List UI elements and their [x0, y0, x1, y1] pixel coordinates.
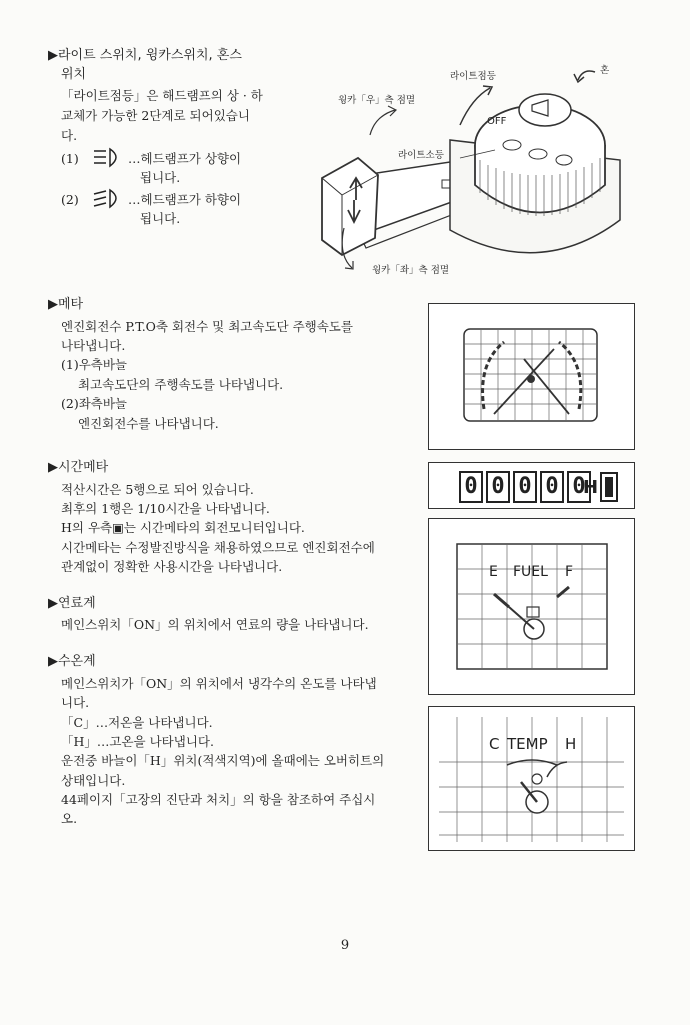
temp-line-7: 44페이지「고장의 진단과 처치」의 항을 참조하여 주십시: [61, 792, 376, 807]
item-1-num: (1): [61, 151, 79, 166]
temp-gauge-figure: [428, 706, 635, 851]
hour-meter-h: H: [583, 477, 599, 498]
temp-label: TEMP: [507, 735, 548, 753]
digit: 0: [486, 471, 510, 503]
fuel-line-1: 메인스위치「ON」의 위치에서 연료의 량을 나타냅니다.: [61, 617, 369, 632]
hour-line-1: 적산시간은 5행으로 되어 있습니다.: [61, 482, 254, 497]
meter-line-5: (2)좌측바늘: [61, 396, 128, 411]
temp-line-1: 메인스위치가「ON」의 위치에서 냉각수의 온도를 나타냅: [61, 676, 377, 691]
digit: 0: [540, 471, 564, 503]
meter-line-1: 엔진회전수 P.T.O축 회전수 및 최고속도단 주행속도를: [61, 319, 353, 334]
meter-heading: ▶메타: [48, 297, 84, 312]
light-switch-diagram: [300, 50, 630, 280]
label-wink-right: 윙카「우」측 점멸: [338, 95, 416, 106]
item-1-text2: 됩니다.: [140, 170, 181, 185]
temp-heading: ▶수온계: [48, 654, 96, 669]
label-horn: 혼: [600, 65, 610, 76]
fuel-gauge-figure: [428, 518, 635, 695]
meter-line-6: 엔진회전수를 나타냅니다.: [78, 416, 219, 431]
label-light-on: 라이트점등: [450, 71, 496, 82]
digit: 0: [567, 471, 591, 503]
label-off: OFF: [487, 116, 507, 127]
item-2-num: (2): [61, 192, 79, 207]
hour-meter-figure: [428, 462, 635, 509]
item-2-text: …헤드램프가 하향이: [128, 192, 242, 207]
temp-line-4: 「H」…고온을 나타냅니다.: [61, 734, 214, 749]
rotation-monitor: [600, 472, 618, 502]
hour-heading: ▶시간메타: [48, 460, 109, 475]
fuel-e-label: E: [489, 564, 498, 580]
switch-desc-2: 교체가 가능한 2단계로 되어있습니: [61, 108, 250, 123]
label-light-off: 라이트소등: [398, 150, 444, 161]
temp-h-label: H: [565, 735, 577, 753]
digit: 0: [459, 471, 483, 503]
temp-line-2: 니다.: [61, 695, 90, 710]
meter-line-4: 최고속도단의 주행속도를 나타냅니다.: [78, 377, 284, 392]
item-1-text: …헤드램프가 상향이: [128, 151, 242, 166]
digit: 0: [513, 471, 537, 503]
fuel-label: FUEL: [513, 564, 548, 580]
switch-heading: ▶라이트 스위치, 윙카스위치, 혼스: [48, 48, 242, 63]
meter-line-3: (1)우측바늘: [61, 357, 128, 372]
page-number: 9: [340, 938, 350, 953]
hour-line-3: H의 우측▣는 시간메타의 회전모니터입니다.: [61, 520, 305, 535]
switch-heading-cont: 위치: [61, 67, 87, 82]
hour-line-5: 관계없이 정확한 사용시간을 나타냅니다.: [61, 559, 283, 574]
high-beam-icon: [92, 147, 126, 169]
switch-desc-1: 「라이트점등」은 해드램프의 상 · 하: [61, 88, 263, 103]
fuel-heading: ▶연료계: [48, 596, 96, 611]
meter-line-2: 나타냅니다.: [61, 338, 126, 353]
item-2-text2: 됩니다.: [140, 211, 181, 226]
temp-line-6: 상태입니다.: [61, 773, 126, 788]
meter-figure: [428, 303, 635, 450]
temp-line-3: 「C」…저온을 나타냅니다.: [61, 715, 213, 730]
label-wink-left: 윙카「좌」측 점멸: [372, 265, 450, 276]
hour-meter-digits: [459, 471, 591, 503]
temp-line-8: 오.: [61, 811, 78, 826]
temp-line-5: 운전중 바늘이「H」위치(적색지역)에 올때에는 오버히트의: [61, 753, 385, 768]
fuel-f-label: F: [565, 564, 574, 580]
hour-line-4: 시간메타는 수정발진방식을 채용하였으므로 엔진회전수에: [61, 540, 375, 555]
switch-desc-3: 다.: [61, 128, 78, 143]
low-beam-icon: [92, 188, 126, 210]
hour-line-2: 최후의 1행은 1/10시간을 나타냅니다.: [61, 501, 270, 516]
temp-c-label: C: [489, 735, 500, 753]
